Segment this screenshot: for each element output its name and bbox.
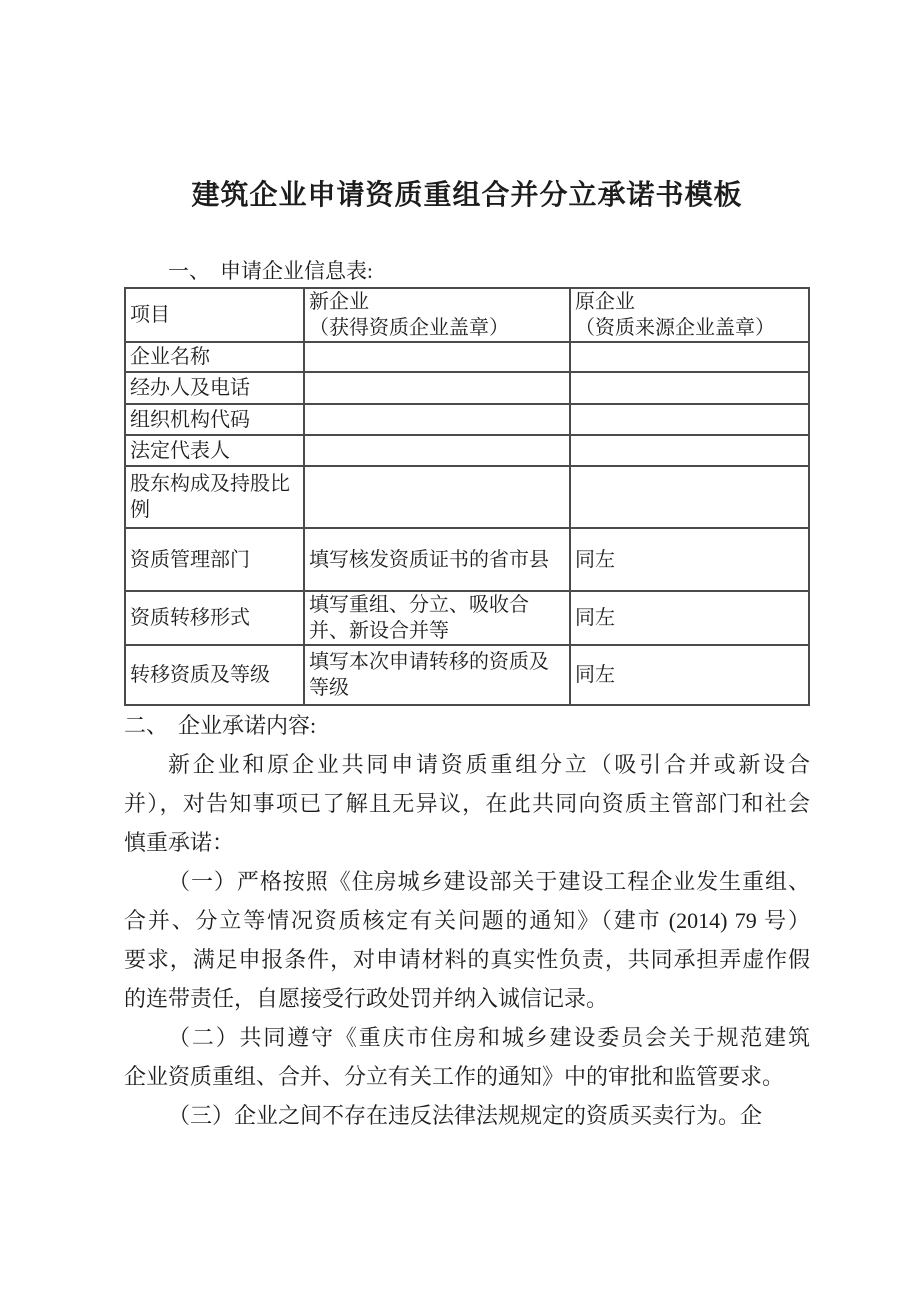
paragraph-line: （二）共同遵守《重庆市住房和城乡建设委员会关于规范建筑 <box>168 1025 810 1050</box>
applicant-info-table <box>124 287 810 706</box>
header-cell-new-enterprise <box>304 288 570 342</box>
row-label: 转移资质及等级 <box>125 645 304 705</box>
table-row-transfer-form <box>125 591 809 645</box>
paragraph-line: 并），对告知事项已了解且无异议，在此共同向资质主管部门和社会 <box>124 791 810 816</box>
paragraph-line: 慎重承诺： <box>124 830 235 855</box>
commitment-paragraphs <box>124 745 810 1135</box>
row-label: 经办人及电话 <box>125 372 304 404</box>
paragraph-line: 新企业和原企业共同申请资质重组分立（吸引合并或新设合 <box>168 752 810 777</box>
table-row-shareholders <box>125 466 809 528</box>
header-new-subtitle: （获得资质企业盖章） <box>309 317 509 339</box>
section1-heading <box>124 256 810 286</box>
row-label: 法定代表人 <box>125 435 304 466</box>
section2-heading <box>124 706 810 745</box>
cell-orig-value: 同左 <box>570 645 809 705</box>
cell-orig-value: 同左 <box>570 528 809 591</box>
row-label: 企业名称 <box>125 342 304 372</box>
cell-new-value: 填写核发资质证书的省市县 <box>304 528 570 591</box>
commitment-section <box>124 706 810 1135</box>
header-orig-title: 原企业 <box>575 291 635 313</box>
section2-number: 二、 <box>124 713 169 738</box>
cell-new-value <box>304 435 570 466</box>
cell-orig-value: 同左 <box>570 591 809 645</box>
cell-orig-value <box>570 404 809 435</box>
table-row-legal-representative <box>125 435 809 466</box>
paragraph-line: 的连带责任，自愿接受行政处罚并纳入诚信记录。 <box>124 986 609 1011</box>
header-cell-item: 项目 <box>125 288 304 342</box>
table-row-transfer-qualification-level <box>125 645 809 705</box>
row-label: 资质转移形式 <box>125 591 304 645</box>
cell-orig-value <box>570 342 809 372</box>
table-header-row <box>125 288 809 342</box>
header-new-title: 新企业 <box>309 291 369 313</box>
paragraph-line: （三）企业之间不存在违反法律法规规定的资质买卖行为。企 <box>168 1103 763 1128</box>
section1-heading-text: 申请企业信息表: <box>220 259 373 283</box>
cell-new-value: 填写本次申请转移的资质及等级 <box>304 645 570 705</box>
cell-new-value <box>304 342 570 372</box>
table-row-org-code <box>125 404 809 435</box>
cell-orig-value <box>570 435 809 466</box>
cell-new-value: 填写重组、分立、吸收合并、新设合并等 <box>304 591 570 645</box>
row-label: 资质管理部门 <box>125 528 304 591</box>
doc-title: 建筑企业申请资质重组合并分立承诺书模板 <box>191 180 743 211</box>
row-label: 组织机构代码 <box>125 404 304 435</box>
section2-heading-text: 企业承诺内容: <box>178 713 317 738</box>
paragraph-line: （一）严格按照《住房城乡建设部关于建设工程企业发生重组、 <box>168 869 810 894</box>
paragraph-line: 企业资质重组、合并、分立有关工作的通知》中的审批和监管要求。 <box>124 1064 785 1089</box>
table-row-company-name <box>125 342 809 372</box>
paragraph-line: 要求，满足申报条件，对申请材料的真实性负责，共同承担弄虚作假 <box>124 947 810 972</box>
cell-new-value <box>304 404 570 435</box>
row-label: 股东构成及持股比例 <box>125 466 304 528</box>
cell-new-value <box>304 466 570 528</box>
cell-orig-value <box>570 372 809 404</box>
cell-orig-value <box>570 466 809 528</box>
cell-new-value <box>304 372 570 404</box>
header-cell-orig-enterprise <box>570 288 809 342</box>
section1-number: 一、 <box>168 259 210 283</box>
table-row-contact-person <box>125 372 809 404</box>
table-row-qualification-authority <box>125 528 809 591</box>
paragraph-line: 合并、分立等情况资质核定有关问题的通知》（建市 (2014) 79 号） <box>124 908 810 933</box>
header-orig-subtitle: （资质来源企业盖章） <box>575 317 775 339</box>
